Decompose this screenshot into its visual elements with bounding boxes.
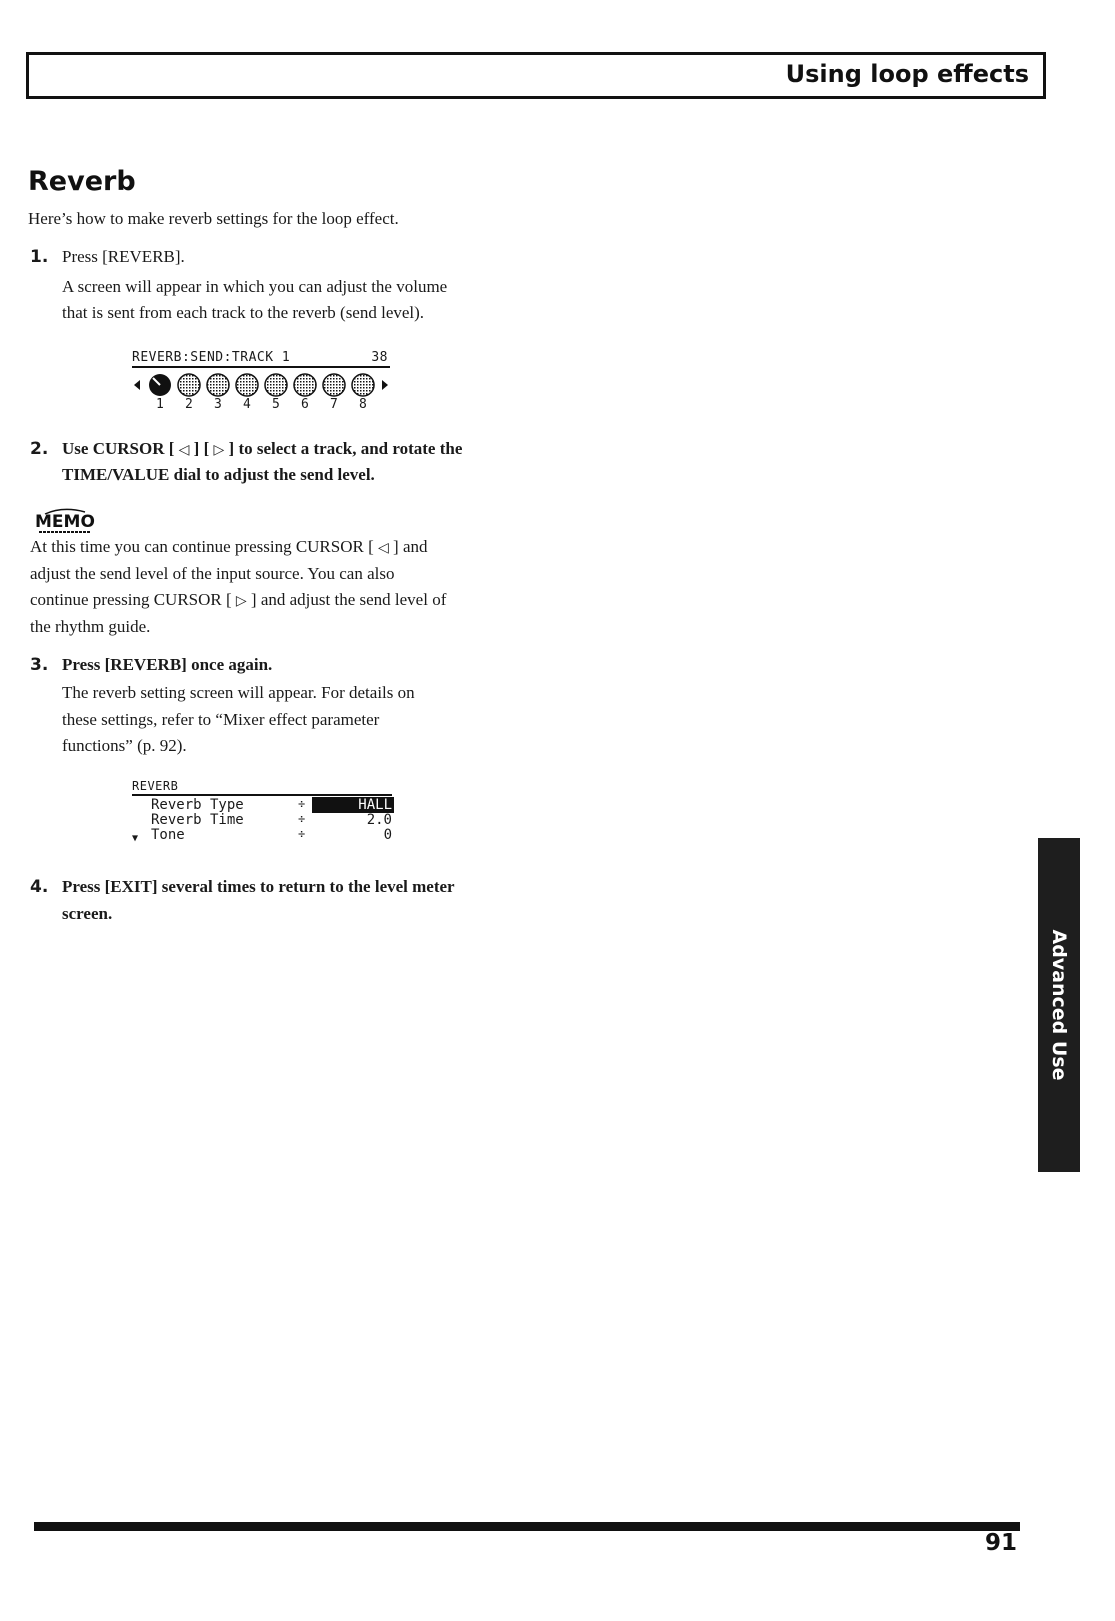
step-4-heading-line1: Press [EXIT] several times to return to the level meter [62, 877, 455, 896]
cursor-left-icon: ◁ [178, 442, 190, 458]
reverb-type-value: HALL [312, 797, 394, 813]
reverb-time-label: Reverb Time [151, 812, 244, 828]
cursor-right-icon: ▷ [235, 593, 247, 609]
memo-logo-text: MEMO [35, 512, 95, 532]
knob-track-4 [236, 374, 258, 396]
step-2-heading-a: Use CURSOR [ [62, 439, 175, 458]
header-box [26, 52, 1046, 99]
memo-line3-b: ] and adjust the send level of [250, 590, 447, 609]
step-1-number: 1. [30, 247, 49, 267]
footer-rule [34, 1522, 1020, 1531]
lcd-send-header [132, 350, 390, 368]
track-number-4: 4 [243, 397, 251, 412]
track-number-7: 7 [330, 397, 338, 412]
cursor-right-icon: ▷ [213, 442, 225, 458]
reverb-type-label: Reverb Type [151, 797, 244, 813]
tone-value: 0 [383, 827, 392, 843]
step-1-body-line2: that is sent from each track to the reverb (send level). [62, 303, 425, 322]
step-3-body-line2: these settings, refer to “Mixer effect parameter [62, 710, 380, 729]
knob-track-2 [178, 374, 200, 396]
scroll-down-icon: ▼ [132, 833, 139, 844]
step-2-number: 2. [30, 439, 49, 459]
cursor-left-icon: ◁ [378, 540, 389, 556]
lcd-reverb-row-type [132, 797, 394, 813]
step-2-heading-b: ] [ [193, 439, 210, 458]
memo-line2: adjust the send level of the input source. You can also [30, 564, 395, 583]
lcd-send-title: REVERB:SEND:TRACK 1 [132, 350, 291, 365]
side-tab-label: Advanced Use [1048, 929, 1070, 1081]
header-title: Using loop effects [785, 60, 1029, 88]
send-level-knobs [132, 372, 394, 398]
track-number-5: 5 [272, 397, 280, 412]
knob-track-3 [207, 374, 229, 396]
memo-line1 [30, 533, 510, 562]
lcd-reverb-screen [132, 779, 394, 849]
knob-track-5 [265, 374, 287, 396]
track-number-1: 1 [156, 397, 164, 412]
lcd-reverb-row-time [132, 812, 394, 828]
step-3-number: 3. [30, 655, 49, 675]
memo-line4: the rhythm guide. [30, 617, 151, 636]
page-number: 91 [984, 1530, 1017, 1556]
step-2-heading [62, 435, 522, 464]
memo-line3-a: continue pressing CURSOR [ [30, 590, 232, 609]
track-number-2: 2 [185, 397, 193, 412]
step-1-body-line1: A screen will appear in which you can adjust the volume [62, 277, 448, 296]
step-2-heading-c: ] to select a track, and rotate the [228, 439, 463, 458]
section-title: Reverb [28, 166, 136, 197]
memo-line1-a: At this time you can continue pressing CURSOR [ [30, 537, 374, 556]
memo-line3 [30, 586, 510, 615]
lcd-send-value: 38 [371, 350, 388, 365]
knob-track-6 [294, 374, 316, 396]
reverb-time-value: 2.0 [366, 812, 392, 828]
reverb-time-separator: ÷ [298, 812, 306, 826]
step-4-number: 4. [30, 877, 49, 897]
tone-separator: ÷ [298, 827, 306, 841]
memo-line1-b: ] and [393, 537, 428, 556]
knob-track-1 [149, 374, 171, 396]
track-number-row [132, 397, 394, 415]
side-tab [1038, 838, 1080, 1172]
left-arrow-icon [134, 380, 140, 390]
step-3-body-line1: The reverb setting screen will appear. For details on [62, 683, 415, 702]
step-4-heading-line2: screen. [62, 904, 113, 923]
track-number-3: 3 [214, 397, 222, 412]
intro-text: Here’s how to make reverb settings for the loop effect. [28, 209, 399, 228]
knob-track-8 [352, 374, 374, 396]
reverb-type-separator: ÷ [298, 797, 306, 811]
step-3-body-line3: functions” (p. 92). [62, 736, 187, 755]
step-3-heading: Press [REVERB] once again. [62, 655, 273, 674]
lcd-reverb-row-tone [132, 827, 394, 843]
track-number-8: 8 [359, 397, 367, 412]
tone-label: Tone [151, 827, 185, 843]
step-1-heading: Press [REVERB]. [62, 247, 185, 266]
right-arrow-icon [382, 380, 388, 390]
lcd-reverb-header: REVERB [132, 779, 392, 796]
track-number-6: 6 [301, 397, 309, 412]
knob-track-7 [323, 374, 345, 396]
lcd-send-screen [132, 350, 394, 420]
step-2-heading-line2: TIME/VALUE dial to adjust the send level. [62, 465, 375, 484]
